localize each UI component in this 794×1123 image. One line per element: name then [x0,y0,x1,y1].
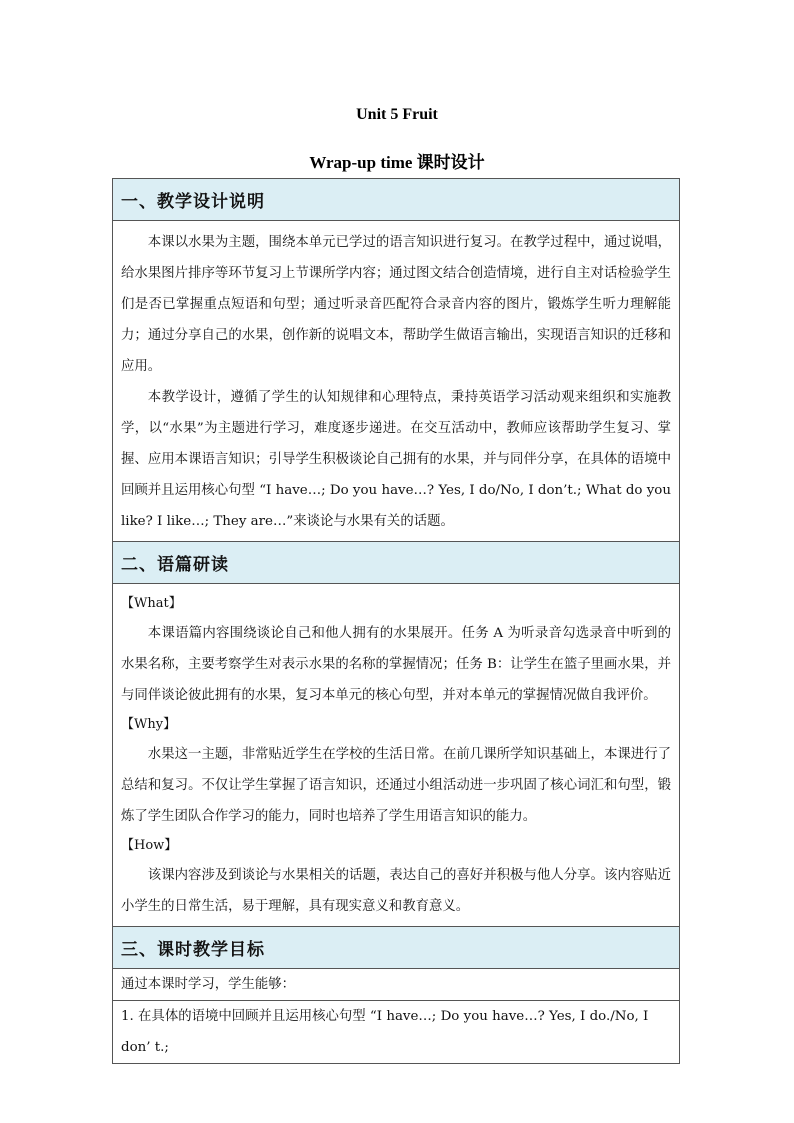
section-body-text-analysis [113,584,680,927]
objectives-intro-row [113,969,680,1001]
objective-item-1: 1. 在具体的语境中回顾并且运用核心句型 “I have…; Do you have…? Yes, I do./No, I don’ t.; [121,1009,649,1055]
why-tag: 【Why】 [121,717,177,732]
section-heading: 二、语篇研读 [121,555,229,575]
objective-item-row [113,1001,680,1064]
unit-title: Unit 5 Fruit [356,106,438,123]
section-header-objectives [113,927,680,969]
section-heading: 三、课时教学目标 [121,940,265,960]
what-paragraph: 本课语篇内容围绕谈论自己和他人拥有的水果展开。任务 A 为听录音勾选录音中听到的水果名称，主要考察学生对表示水果的名称的掌握情况；任务 B：让学生在篮子里画水果，并与同伴谈论彼此拥有的水果，复习本单元的核心句型，并对本单元的掌握情况做自我评价。 [121,626,671,703]
design-paragraph-2: 本教学设计，遵循了学生的认知规律和心理特点，秉持英语学习活动观来组织和实施教学，以“水果”为主题进行学习，难度逐步递进。在交互活动中，教师应该帮助学生复习、掌握、应用本课语言知识；引导学生积极谈论自己拥有的水果，并与同伴分享，在具体的语境中回顾并且运用核心句型 “I have…; Do you have…? Yes, I do/No, I don’t.; What do you like? I like…; They are…”来谈论与水果有关的话题。 [121,390,671,529]
how-tag: 【How】 [121,838,178,853]
section-header-text-analysis [113,542,680,584]
section-heading: 一、教学设计说明 [121,192,265,212]
why-paragraph: 水果这一主题，非常贴近学生在学校的生活日常。在前几课所学知识基础上，本课进行了总结和复习。不仅让学生掌握了语言知识，还通过小组活动进一步巩固了核心词汇和句型，锻炼了学生团队合作学习的能力，同时也培养了学生用语言知识的能力。 [121,747,671,824]
section-header-design-notes [113,179,680,221]
what-tag: 【What】 [121,596,182,611]
objectives-intro: 通过本课时学习，学生能够： [121,977,296,992]
section-body-design-notes [113,221,680,542]
design-paragraph-1: 本课以水果为主题，围绕本单元已学过的语言知识进行复习。在教学过程中，通过说唱，给水果图片排序等环节复习上节课所学内容；通过图文结合创造情境，进行自主对话检验学生们是否已掌握重点短语和句型；通过听录音匹配符合录音内容的图片，锻炼学生听力理解能力；通过分享自己的水果，创作新的说唱文本，帮助学生做语言输出，实现语言知识的迁移和应用。 [121,235,671,374]
how-paragraph: 该课内容涉及到谈论与水果相关的话题，表达自己的喜好并积极与他人分享。该内容贴近小学生的日常生活，易于理解，具有现实意义和教育意义。 [121,868,671,914]
lesson-plan-table [112,178,680,1064]
lesson-title: Wrap-up time 课时设计 [309,153,485,172]
